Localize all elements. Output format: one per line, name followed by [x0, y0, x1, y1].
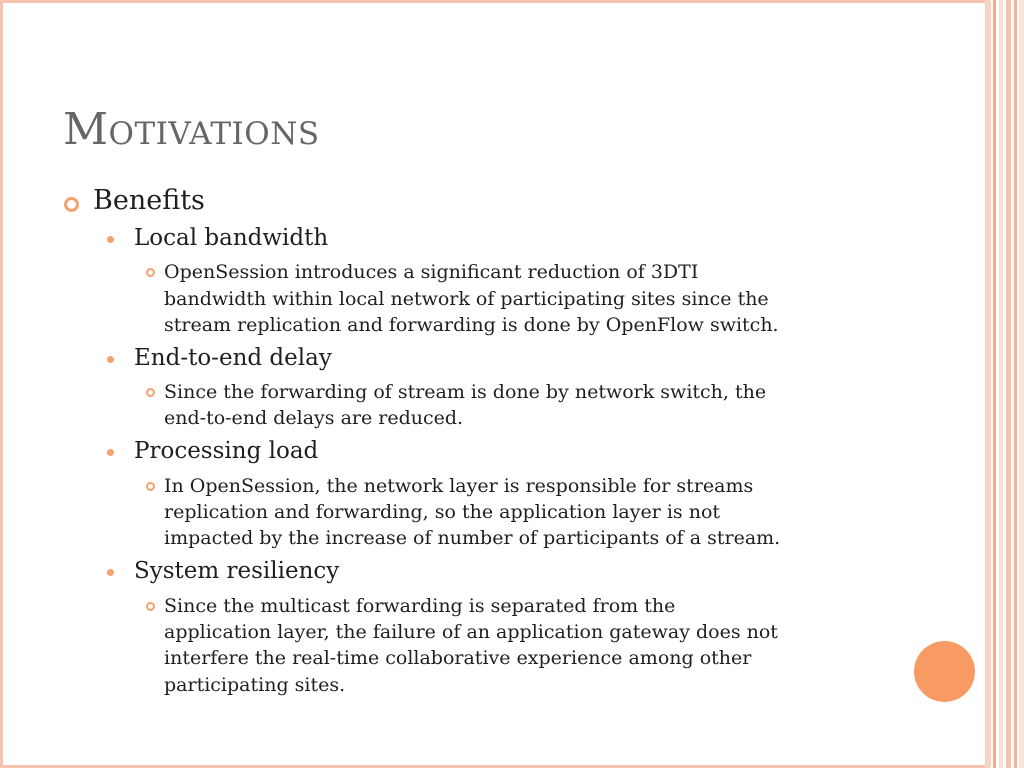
left-border	[0, 0, 3, 768]
slide-title: Motivations	[63, 104, 320, 155]
item-detail-line: replication and forwarding, so the application layer is not	[164, 501, 721, 523]
item-detail-line: application layer, the failure of an application gateway does not	[164, 621, 778, 643]
small-ring-bullet-icon	[146, 602, 155, 611]
item-heading: End-to-end delay	[134, 345, 332, 371]
small-ring-bullet-icon	[146, 268, 155, 277]
dot-bullet-icon	[107, 236, 114, 243]
decorative-stripe	[1014, 0, 1017, 768]
item-detail-line: Since the multicast forwarding is separated from the	[164, 595, 676, 617]
level1-label: Benefits	[93, 185, 205, 216]
item-detail-line: Since the forwarding of stream is done by network switch, the	[164, 381, 767, 403]
decorative-stripe	[985, 0, 991, 768]
item-heading: System resiliency	[134, 558, 340, 584]
decorative-stripe	[999, 0, 1003, 768]
small-ring-bullet-icon	[146, 482, 155, 491]
ring-bullet-icon	[64, 197, 79, 212]
decorative-stripe	[1019, 0, 1024, 768]
dot-bullet-icon	[107, 356, 114, 363]
item-detail-line: interfere the real-time collaborative experience among other	[164, 647, 752, 669]
item-detail-line: end-to-end delays are reduced.	[164, 407, 464, 429]
item-heading: Processing load	[134, 438, 319, 464]
small-ring-bullet-icon	[146, 388, 155, 397]
dot-bullet-icon	[107, 449, 114, 456]
decorative-circle	[914, 641, 975, 702]
top-border	[0, 0, 985, 3]
item-detail-line: stream replication and forwarding is done by OpenFlow switch.	[164, 314, 779, 336]
item-detail-line: OpenSession introduces a significant reduction of 3DTI	[164, 261, 699, 283]
item-detail-line: impacted by the increase of number of participants of a stream.	[164, 527, 781, 549]
item-detail-line: In OpenSession, the network layer is responsible for streams	[164, 475, 754, 497]
item-detail-line: bandwidth within local network of participating sites since the	[164, 288, 769, 310]
item-detail-line: participating sites.	[164, 674, 346, 696]
item-heading: Local bandwidth	[134, 225, 329, 251]
decorative-stripe	[1006, 0, 1011, 768]
dot-bullet-icon	[107, 569, 114, 576]
decorative-stripe	[993, 0, 996, 768]
